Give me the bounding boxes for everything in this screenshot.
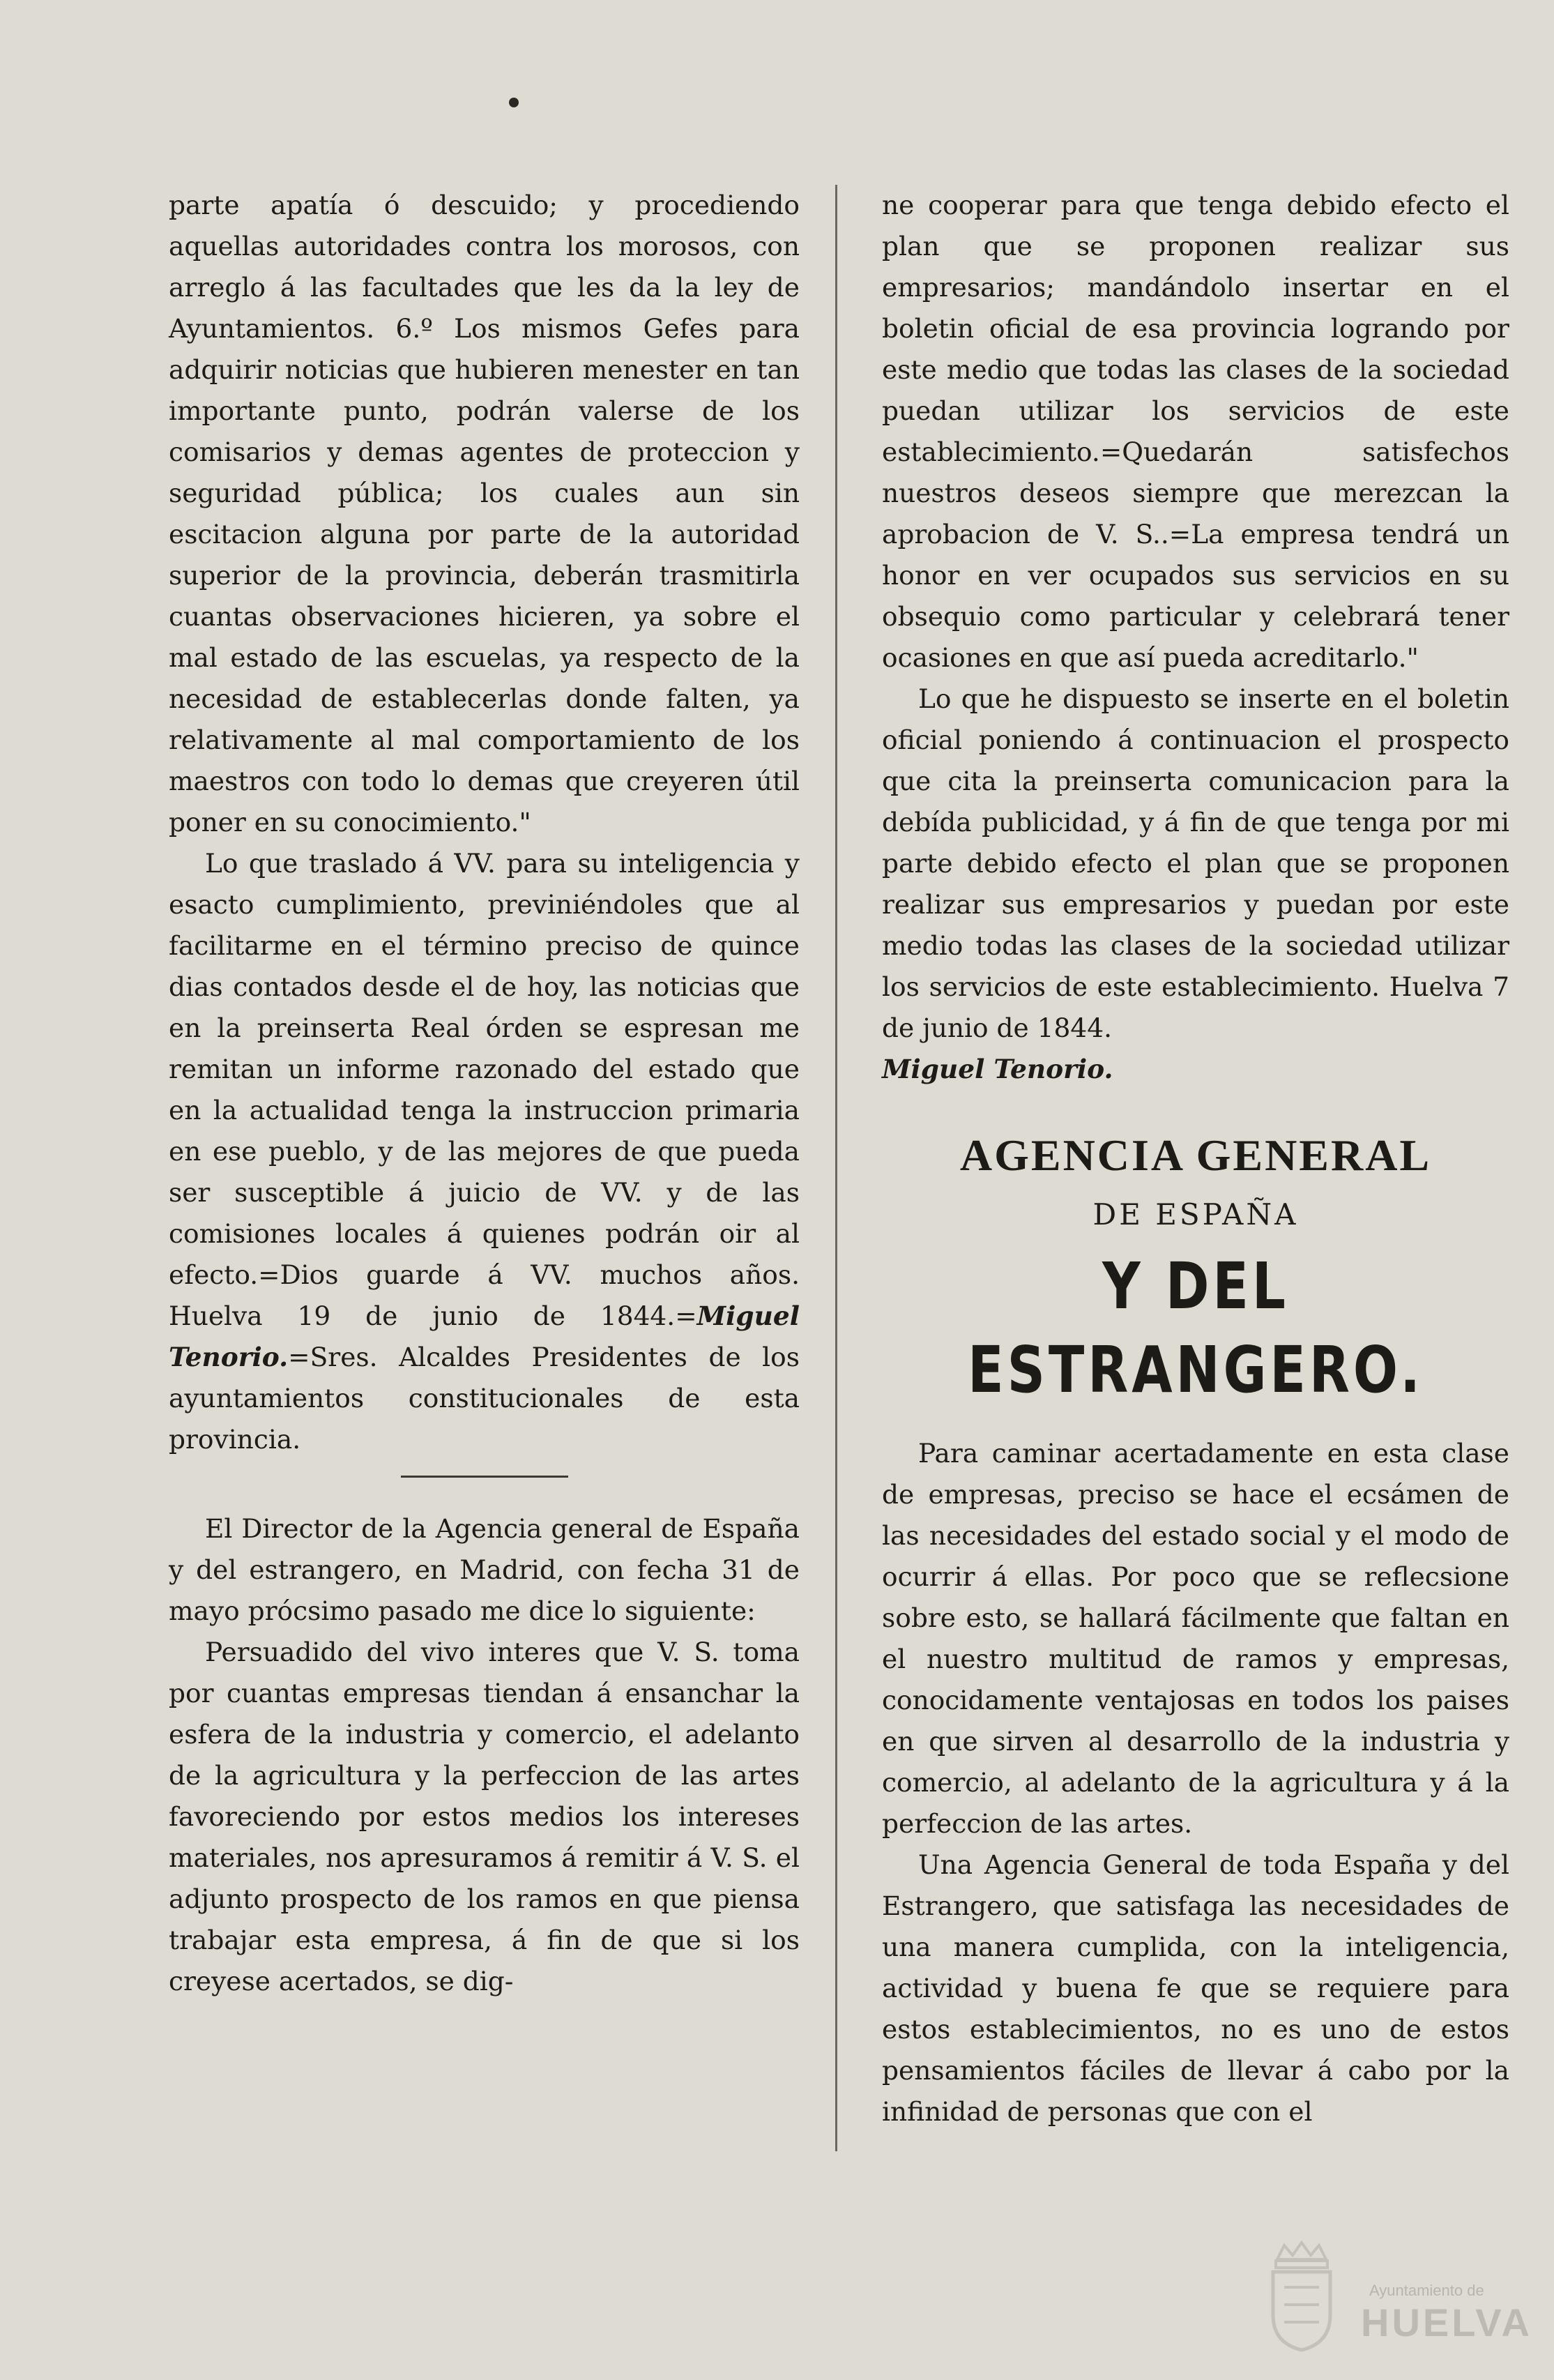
right-column — [882, 185, 1509, 2132]
section-divider — [401, 1476, 568, 1478]
left-paragraph-1: parte apatía ó descuido; y procediendo aquellas autoridades contra los morosos, con arreglo á las facultades que les da la ley de Ayuntamientos. 6.º Los mismos Gefes para adquirir noticias que hubieren menester en tan importante punto, podrán valerse de los comisarios y demas agentes de proteccion y seguridad pública; los cuales aun sin escitacion alguna por parte de la autoridad superior de la provincia, deberán trasmitirla cuantas observaciones hicieren, ya sobre el mal estado de las escuelas, ya respecto de la necesidad de establecerlas donde falten, ya relativamente al mal comportamiento de los maestros con todo lo demas que creyeren útil poner en su conocimiento." — [169, 190, 800, 837]
agency-subheading: DE ESPAÑA — [1092, 1197, 1299, 1231]
agency-heading: AGENCIA GENERAL — [959, 1130, 1432, 1180]
left-paragraph-4: Persuadido del vivo interes que V. S. toma por cuantas empresas tiendan á ensanchar la esfera de la industria y comercio, el adelanto de la agricultura y la perfeccion de las artes favoreciendo por estos medios los intereses materiales, nos apresuramos á remitir á V. S. el adjunto prospecto de los ramos en que piensa trabajar esta empresa, á fin de que si los creyese acertados, se dig- — [169, 1637, 800, 1996]
right-signature: Miguel Tenorio. — [882, 1054, 1113, 1084]
watermark-small-text: Ayuntamiento de — [1369, 2282, 1484, 2299]
left-paragraph-2-tail: =Sres. Alcaldes Presidentes de los ayuntamientos constitucionales de esta provincia. — [169, 1342, 800, 1455]
left-signature: Miguel Tenorio. — [169, 1301, 800, 1372]
right-paragraph-1: ne cooperar para que tenga debido efecto el plan que se proponen realizar sus empresarios; mandándolo insertar en el boletin oficial de esa provincia logrando por este medio que todas las clases de la sociedad puedan utilizar los servicios de este establecimiento.=Quedarán satisfechos nuestros deseos siempre que merezcan la aprobacion de V. S..=La empresa tendrá un honor en ver ocupados sus servicios en su obsequio como particular y celebrará tener ocasiones en que así pueda acreditarlo." — [882, 190, 1509, 673]
left-paragraph-2-text: Lo que traslado á VV. para su inteligencia y esacto cumplimiento, previniéndoles que al facilitarme en el término preciso de quince dias contados desde el de hoy, las noticias que en la preinserta Real órden se espresan me remitan un informe razonado del estado que en la actualidad tenga la instruccion primaria en ese pueblo, y de las mejores de que pueda ser susceptible á juicio de VV. y de las comisiones locales á quienes podrán oir al efecto.=Dios guarde á VV. muchos años. Huelva 19 de junio de 1844.= — [169, 848, 800, 1331]
left-paragraph-2 — [169, 843, 800, 1460]
crown-shield-icon — [1263, 2238, 1340, 2354]
right-paragraph-4: Una Agencia General de toda España y del Estrangero, que satisfaga las necesidades de una manera cumplida, con la inteligencia, actividad y buena fe que se requiere para estos establecimientos, no es uno de estos pensamientos fáciles de llevar á cabo por la infinidad de personas que con el — [882, 1849, 1509, 2127]
agency-big-heading: Y DEL ESTRANGERO. — [968, 1249, 1424, 1407]
column-divider — [835, 185, 837, 2151]
watermark-big-text: HUELVA — [1361, 2301, 1532, 2344]
left-paragraph-3: El Director de la Agencia general de España y del estrangero, en Madrid, con fecha 31 de mayo prócsimo pasado me dice lo siguiente: — [169, 1513, 800, 1626]
page-mark — [509, 98, 519, 107]
huelva-watermark — [1263, 2238, 1532, 2357]
right-paragraph-3: Para caminar acertadamente en esta clase de empresas, preciso se hace el ecsámen de las necesidades del estado social y el modo de ocurrir á ellas. Por poco que se reflecsione sobre esto, se hallará fácilmente que faltan en el nuestro multitud de ramos y empresas, conocidamente ventajosas en todos los paises en que sirven al desarrollo de la industria y comercio, al adelanto de la agricultura y á la perfeccion de las artes. — [882, 1438, 1509, 1839]
left-column — [169, 185, 800, 2002]
right-paragraph-2: Lo que he dispuesto se inserte en el boletin oficial poniendo á continuacion el prospecto que cita la preinserta comunicacion para la debída publicidad, y á fin de que tenga por mi parte debido efecto el plan que se proponen realizar sus empresarios y puedan por este medio todas las clases de la sociedad utilizar los servicios de este establecimiento. Huelva 7 de junio de 1844. — [882, 683, 1509, 1043]
